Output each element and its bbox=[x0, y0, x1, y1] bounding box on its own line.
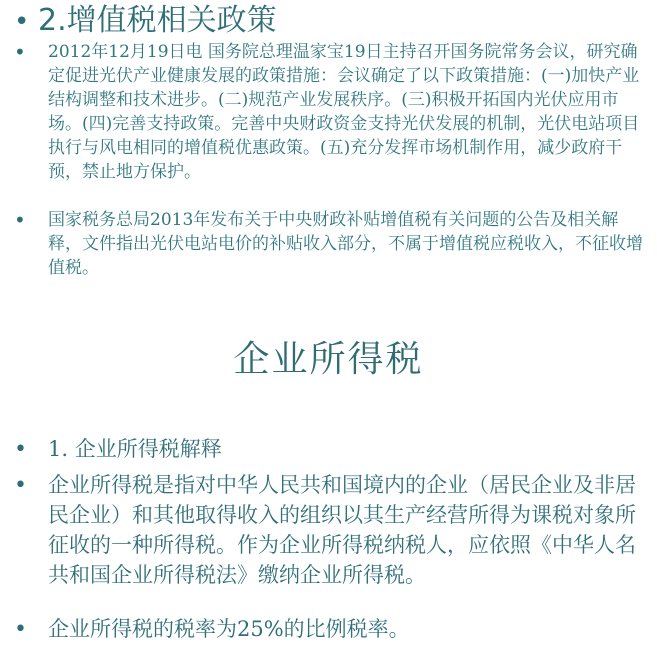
vat-bullet-2 bbox=[14, 208, 644, 280]
vat-bullet-2-text: 国家税务总局2013年发布关于中央财政补贴增值税有关问题的公告及相关解释，文件指出光伏电站电价的补贴收入部分，不属于增值税应税收入，不征收增值税。 bbox=[48, 210, 643, 278]
cit-bullet-1-text: 1. 企业所得税解释 bbox=[48, 437, 222, 461]
vat-heading bbox=[14, 4, 277, 39]
cit-bullet-1 bbox=[14, 434, 644, 464]
cit-bullet-3-text: 企业所得税的税率为25%的比例税率。 bbox=[48, 617, 410, 641]
bullet-marker: • bbox=[14, 473, 27, 498]
cit-title: 企业所得税 bbox=[233, 339, 424, 380]
bullet-marker: • bbox=[14, 40, 26, 64]
cit-bullet-2 bbox=[14, 470, 644, 590]
vat-bullet-1-text: 2012年12月19日电 国务院总理温家宝19日主持召开国务院常务会议，研究确定促进光伏产业健康发展的政策措施：会议确定了以下政策措施：(一)加快产业结构调整和技术进步。(二)规范产业发展秩序。(三)积极开拓国内光伏应用市场。(四)完善支持政策。完善中央财政资金支持光伏发展的机制，光伏电站项目执行与风电相同的增值税优惠政策。(五)充分发挥市场机制作用，减少政府干预，禁止地方保护。 bbox=[48, 42, 640, 182]
bullet-marker: • bbox=[14, 7, 30, 37]
bullet-marker: • bbox=[14, 208, 26, 232]
cit-bullet-2-text: 企业所得税是指对中华人民共和国境内的企业（居民企业及非居民企业）和其他取得收入的组织以其生产经营所得为课税对象所征收的一种所得税。作为企业所得税纳税人，应依照《中华人名共和国企业所得税法》缴纳企业所得税。 bbox=[48, 473, 636, 587]
bullet-marker: • bbox=[14, 437, 27, 462]
cit-bullet-3 bbox=[14, 614, 644, 644]
vat-bullet-1 bbox=[14, 40, 644, 184]
bullet-marker: • bbox=[14, 617, 27, 642]
vat-heading-text: 2.增值税相关政策 bbox=[38, 3, 277, 38]
